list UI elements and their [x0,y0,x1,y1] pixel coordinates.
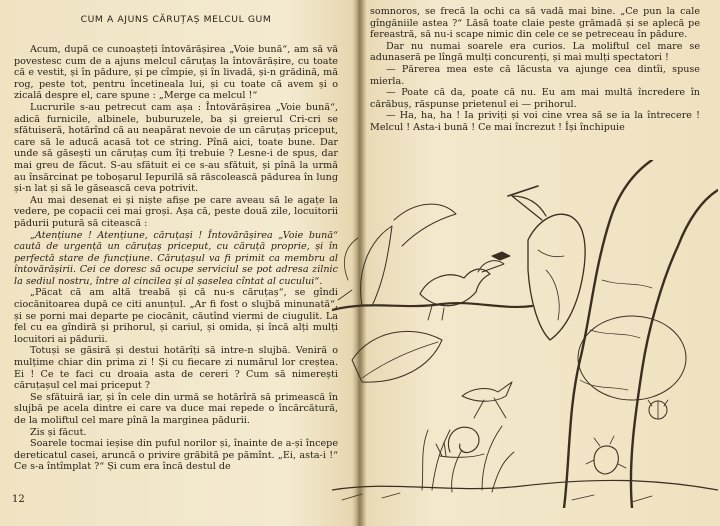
right-text-block [370,6,700,134]
running-head: CUM A AJUNS CĂRUȚAȘ MELCUL GUM [80,14,272,25]
paragraph: Soarele tocmai ieșise din puful norilor și, înainte de a-și începe dereticatul casei, aruncă o privire grăbită pe pămînt. „Ei, asta-i !“ Ce s-a întîmplat ?“ Și cum era încă destul de [14,438,338,473]
paragraph: Zis și făcut. [30,426,87,438]
paragraph: — Părerea mea este că lăcusta va ajunge cea dintîi, spuse mierla. [370,63,700,87]
poster-notice: „Atențiune ! Atențiune, căruțași ! Întovărășirea „Voie bună“ caută de urgență un căruțaș priceput, cu căruță proprie, și în perfectă stare de funcțiune. Căruțașul va fi primit ca membru al întovărășirii. Cei ce doresc să ocupe serviciul se pot adresa zilnic la sediul nostru, între al cincilea și al șaselea cîntat al cucului“. [14,229,338,287]
forest-illustration [332,160,718,508]
paragraph: Se sfătuiră iar, și în cele din urmă se hotărîră să primească în slujbă pe acela dintre ei care va duce mai repede o încărcătură, de la moliftul cel mare pînă la marginea pădurii. [14,391,338,426]
paragraph: — Poate că da, poate că nu. Eu am mai multă încredere în cărăbuș, răspunse prietenul ei — prihorul. [370,87,700,110]
paragraph: Totuși se găsiră și destui hotărîți să intre-n slujbă. Veniră o mulțime chiar din prima zi ! Și cu fiecare zi numărul lor creștea. Ei ! Ce te faci cu droaia asta de cereri ? Cum să nimerești căruțașul cel mai priceput ? [14,345,338,392]
paragraph: „Păcat că am altă treabă și că nu-s căruțaș“, se gîndi ciocănitoarea după ce citi anunțul. „Ar fi fost o slujbă minunată“, și se porni mai departe pe ciocănit, căutînd viermi de ciugulit. La fel cu ea gîndiră și prihorul, și cariul, și omida, și încă alți mulți locuitori ai pădurii. [14,287,338,345]
paragraph: somnoros, se frecă la ochi ca să vadă mai bine. „Ce pun la cale gîngăniile astea ?“ Lăsă toate claie peste grămadă și se aplecă pe fereastră, să nu-i scape nimic din cele ce se petreceau în pădure. [370,6,700,41]
paragraph: Dar nu numai soarele era curios. La moliftul cel mare se adunaseră pe lîngă mulți concurenți, și mai mulți spectatori ! [370,40,700,64]
paragraph: Lucrurile s-au petrecut cam așa : Întovărășirea „Voie bună“, adică furnicile, albinele, buburuzele, ba și greierul Cri-cri se sfătuiseră, hotărînd că au neapărat nevoie de un căruțaș priceput, care să le aducă acasă tot ce string. Pînă aici, toate bune. Dar unde să găsești un căruțaș cum îți trebuie ? Lesne-i de spus, dar mai greu de făcut. S-au sfătuit ei ce s-au sfătuit, și pînă la urmă au însărcinat pe toboșarul Iepurilă să răscolească pădurea în lung și-n lat și să le găsească ceva potrivit. [14,101,338,195]
left-page [0,0,355,526]
left-text-block [14,44,338,473]
page-number: 12 [12,494,25,505]
paragraph: Au mai desenat ei și niște afișe pe care aveau să le agațe la vedere, pe copacii cei mai groși. Așa că, peste două zile, locuitorii pădurii putură să citească : [14,194,338,229]
paragraph: — Ha, ha, ha ! Ia priviți și voi cine vrea să se ia la întrecere ! Melcul ! Asta-i bună ! Ce mai încrezut ! Își închipuie [370,110,700,133]
paragraph: Acum, după ce cunoașteți întovărășirea „Voie bună“, am să vă povestesc cum de a ajuns melcul căruțaș la întovărășire, cu toate că e vestit, și în pădure, și pe cîmpie, și în livadă, și-n grădină, mă rog, peste tot, pentru încetineala lui, și cu toate că avem și o zicală despre el, care spune : „Merge ca melcul !“ [14,44,338,102]
